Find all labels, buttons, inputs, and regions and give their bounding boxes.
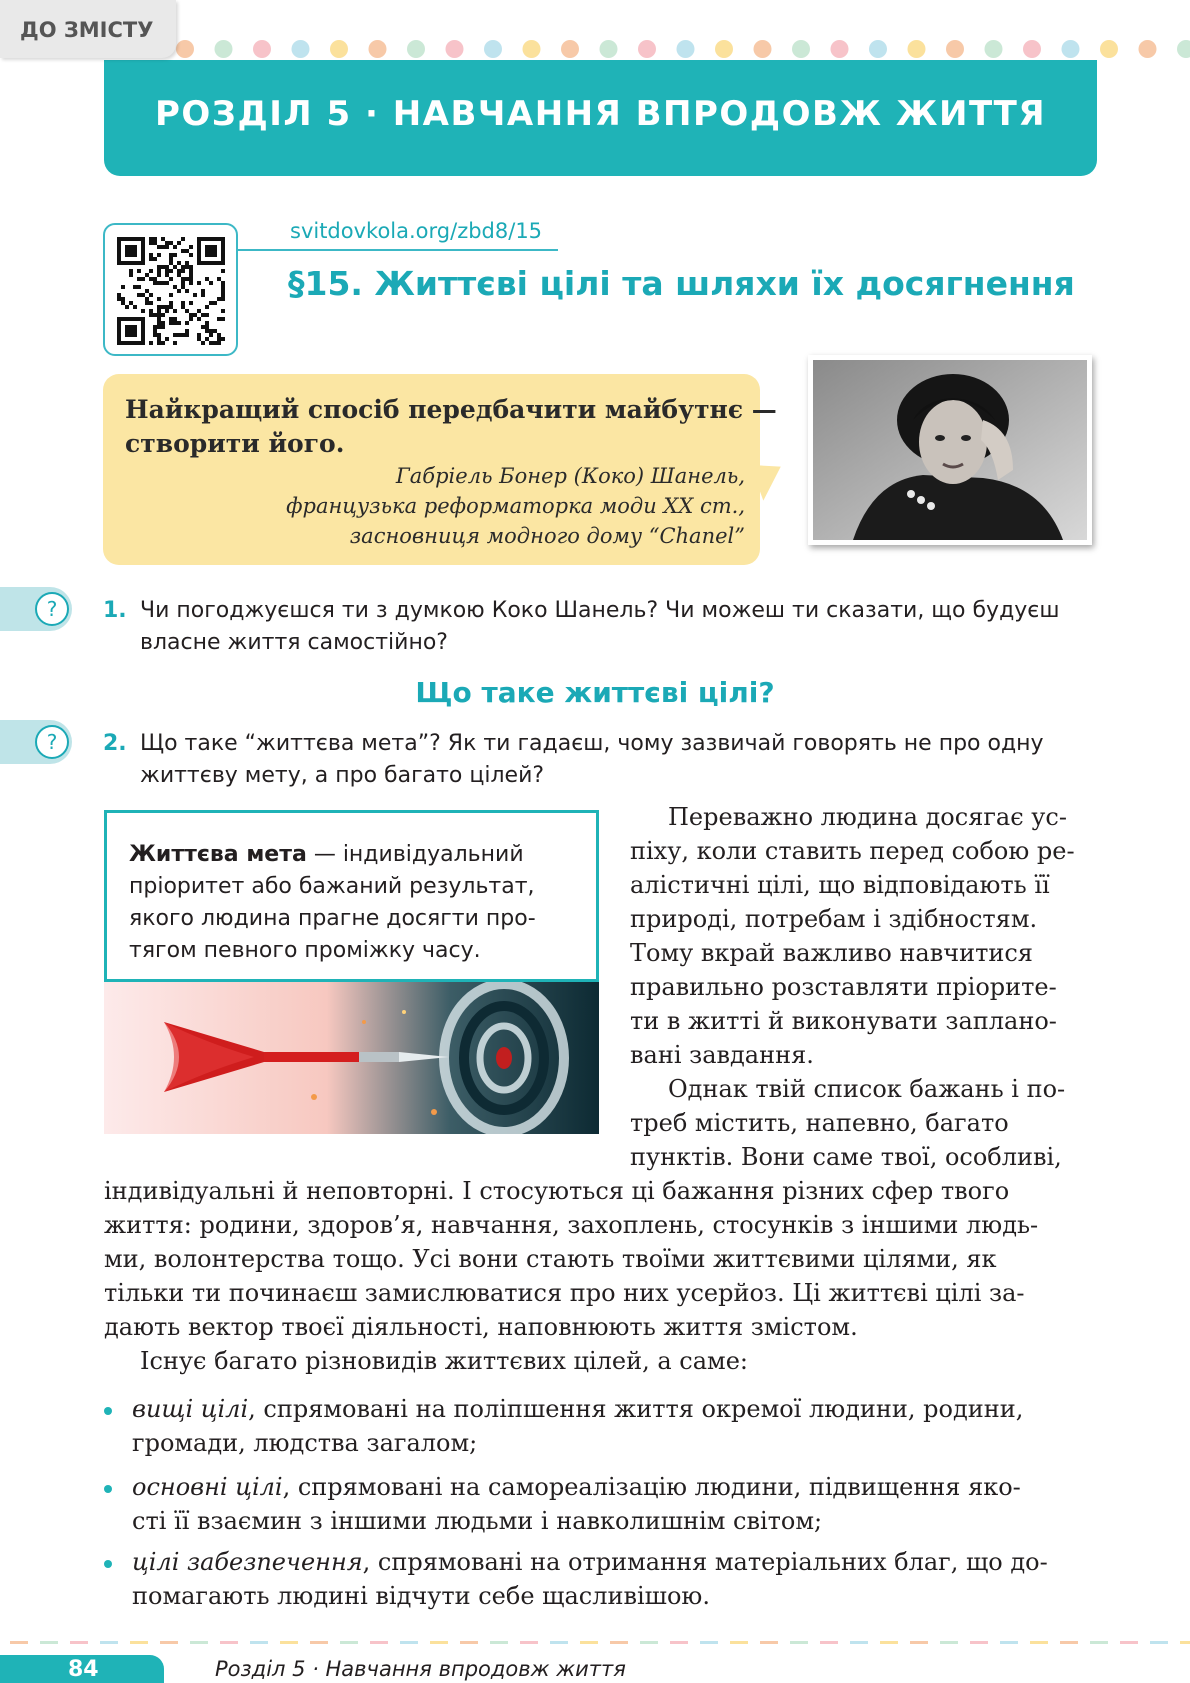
decorative-dot — [869, 40, 887, 58]
definition-box — [104, 810, 599, 982]
footer-dash — [1180, 1641, 1190, 1644]
author-line: засновниця модного дому “Chanel” — [349, 524, 745, 548]
definition-text: — індивідуальний — [306, 842, 524, 867]
footer-dash — [370, 1641, 388, 1644]
body-line: правильно розставляти пріорите- — [630, 973, 1057, 1001]
footer-dash — [850, 1641, 868, 1644]
body-line: ми, волонтерства тощо. Усі вони стають твоїми життєвими цілями, як — [104, 1245, 997, 1273]
decorative-dot — [946, 40, 964, 58]
definition-line: пріоритет або бажаний результат, — [129, 874, 535, 899]
bullet-term: вищі цілі — [132, 1395, 249, 1423]
footer-dash — [310, 1641, 328, 1644]
footer-dash — [910, 1641, 928, 1644]
footer-dash — [1000, 1641, 1018, 1644]
question-text — [140, 595, 1060, 659]
decorative-dots — [176, 40, 1190, 62]
decorative-dot — [600, 40, 618, 58]
footer-dash — [40, 1641, 58, 1644]
footer-dash — [430, 1641, 448, 1644]
footer-dash — [1060, 1641, 1078, 1644]
chapter-banner — [104, 60, 1097, 176]
decorative-dot — [1139, 40, 1157, 58]
decorative-dot — [446, 40, 464, 58]
footer-dash — [790, 1641, 808, 1644]
dart-target-illustration — [104, 982, 599, 1134]
decorative-dot — [407, 40, 425, 58]
body-line: Тому вкрай важливо навчитися — [630, 939, 1033, 967]
quote-line: Найкращий спосіб передбачити майбутнє — — [125, 395, 777, 424]
footer-dash — [400, 1641, 418, 1644]
definition-line: тягом певного проміжку часу. — [129, 938, 481, 963]
types-intro: Існує багато різновидів життєвих цілей, а саме: — [140, 1347, 748, 1375]
definition-line — [129, 839, 576, 871]
section-title: §15. Життєві цілі та шляхи їх досягнення — [288, 264, 1075, 303]
footer-dash — [460, 1641, 478, 1644]
question-number: 1. — [103, 598, 127, 623]
decorative-dot — [292, 40, 310, 58]
footer-dash — [610, 1641, 628, 1644]
footer-dash — [220, 1641, 238, 1644]
bullet-line: помагають людині відчути себе щасливішою. — [132, 1582, 710, 1610]
quote-line: створити його. — [125, 429, 345, 458]
decorative-dot — [677, 40, 695, 58]
decorative-dot — [561, 40, 579, 58]
footer-dash — [520, 1641, 538, 1644]
footer-dash — [940, 1641, 958, 1644]
body-line: Переважно людина досягає ус- — [668, 803, 1067, 831]
decorative-dot — [369, 40, 387, 58]
decorative-dot — [1177, 40, 1190, 58]
running-title: Розділ 5 · Навчання впродовж життя — [215, 1657, 626, 1681]
decorative-dot — [985, 40, 1003, 58]
body-line: життя: родини, здоров’я, навчання, захоплень, стосунків з іншими людь- — [104, 1211, 1039, 1239]
decorative-dot — [1023, 40, 1041, 58]
body-column — [630, 800, 1098, 1174]
body-line: пунктів. Вони саме твої, особливі, — [630, 1143, 1062, 1171]
footer-dash — [160, 1641, 178, 1644]
footer-dashes — [0, 1641, 1190, 1645]
body-full-width — [104, 1174, 1098, 1344]
question-line: Що таке “життєва мета”? Як ти гадаєш, чому зазвичай говорять не про одну — [140, 731, 1044, 756]
footer-dash — [700, 1641, 718, 1644]
bullet-line — [132, 1545, 1098, 1579]
decorative-dot — [638, 40, 656, 58]
footer-dash — [580, 1641, 598, 1644]
footer-dash — [640, 1641, 658, 1644]
definition-line: якого людина прагне досягти про- — [129, 906, 536, 931]
question-bubble-icon: ? — [35, 725, 69, 759]
body-line: вані завдання. — [630, 1041, 814, 1069]
bullet-line: сті її взаємин з іншими людьми і навколишнім світом; — [132, 1507, 823, 1535]
footer-dash — [340, 1641, 358, 1644]
decorative-dot — [215, 40, 233, 58]
footer-dash — [130, 1641, 148, 1644]
lesson-link[interactable]: svitdovkola.org/zbd8/15 — [290, 219, 543, 243]
url-underline — [236, 249, 558, 251]
footer-dash — [280, 1641, 298, 1644]
footer-dash — [820, 1641, 838, 1644]
footer-dash — [10, 1641, 28, 1644]
bullet-item — [132, 1392, 1098, 1460]
footer-dash — [250, 1641, 268, 1644]
bullet-item — [132, 1470, 1098, 1538]
footer-dash — [100, 1641, 118, 1644]
decorative-dot — [754, 40, 772, 58]
bullet-line — [132, 1470, 1098, 1504]
author-line: французька реформаторка моди XX ст., — [286, 494, 745, 518]
footer-dash — [1150, 1641, 1168, 1644]
decorative-dot — [1062, 40, 1080, 58]
footer-dash — [970, 1641, 988, 1644]
qr-code-icon[interactable] — [103, 223, 238, 356]
footer-dash — [760, 1641, 778, 1644]
decorative-dot — [792, 40, 810, 58]
decorative-dot — [484, 40, 502, 58]
chapter-title: РОЗДІЛ 5 · НАВЧАННЯ ВПРОДОВЖ ЖИТТЯ — [154, 94, 1047, 134]
subheading: Що таке життєві цілі? — [415, 676, 775, 709]
footer-dash — [1030, 1641, 1048, 1644]
decorative-dot — [253, 40, 271, 58]
bullet-line: громади, людства загалом; — [132, 1429, 478, 1457]
bullet-dot — [104, 1560, 112, 1568]
body-line: піху, коли ставить перед собою ре- — [630, 837, 1075, 865]
author-line: Габріель Бонер (Коко) Шанель, — [395, 464, 745, 488]
question-line: життєву мету, а про багато цілей? — [140, 763, 545, 788]
decorative-dot — [523, 40, 541, 58]
decorative-dot — [908, 40, 926, 58]
question-bubble-icon: ? — [35, 592, 69, 626]
bullet-text: , спрямовані на самореалізацію людини, підвищення яко- — [282, 1473, 1021, 1501]
portrait-photo — [808, 355, 1092, 545]
page-number: 84 — [0, 1655, 164, 1683]
definition-term: Життєва мета — [129, 842, 307, 867]
question-line: Чи погоджуєшся ти з думкою Коко Шанель? Чи можеш ти сказати, що будуєш — [140, 598, 1060, 623]
question-line: власне життя самостійно? — [140, 630, 448, 655]
decorative-dot — [715, 40, 733, 58]
decorative-dot — [330, 40, 348, 58]
back-to-contents-button[interactable]: ДО ЗМІСТУ — [0, 0, 176, 58]
bullet-item — [132, 1545, 1098, 1613]
footer-dash — [730, 1641, 748, 1644]
quote-author — [286, 461, 745, 551]
footer-dash — [550, 1641, 568, 1644]
bullet-line — [132, 1392, 1098, 1426]
body-line: індивідуальні й неповторні. І стосуються ці бажання різних сфер твого — [104, 1177, 1010, 1205]
footer-dash — [1120, 1641, 1138, 1644]
footer-dash — [1090, 1641, 1108, 1644]
footer-dash — [670, 1641, 688, 1644]
bullet-text: , спрямовані на отримання матеріальних благ, що до- — [362, 1548, 1048, 1576]
decorative-dot — [176, 40, 194, 58]
body-line: дають вектор твоєї діяльності, наповнюють життя змістом. — [104, 1313, 858, 1341]
body-line: Однак твій список бажань і по- — [668, 1075, 1066, 1103]
footer-dash — [490, 1641, 508, 1644]
footer-dash — [70, 1641, 88, 1644]
decorative-dot — [831, 40, 849, 58]
question-number: 2. — [103, 731, 127, 756]
bullet-dot — [104, 1485, 112, 1493]
bullet-text: , спрямовані на поліпшення життя окремої людини, родини, — [248, 1395, 1024, 1423]
footer-dash — [190, 1641, 208, 1644]
quote-text — [125, 393, 777, 461]
bullet-term: основні цілі — [132, 1473, 283, 1501]
question-text — [140, 728, 1044, 792]
body-line: природі, потребам і здібностям. — [630, 905, 1038, 933]
footer-dash — [880, 1641, 898, 1644]
body-line: алістичні цілі, що відповідають її — [630, 871, 1050, 899]
body-line: ти в житті й виконувати заплано- — [630, 1007, 1057, 1035]
body-line: тільки ти починаєш замислюватися про них усерйоз. Ці життєві цілі за- — [104, 1279, 1025, 1307]
decorative-dot — [1100, 40, 1118, 58]
bullet-dot — [104, 1407, 112, 1415]
body-line: треб містить, напевно, багато — [630, 1109, 1009, 1137]
bullet-term: цілі забезпечення — [132, 1548, 363, 1576]
